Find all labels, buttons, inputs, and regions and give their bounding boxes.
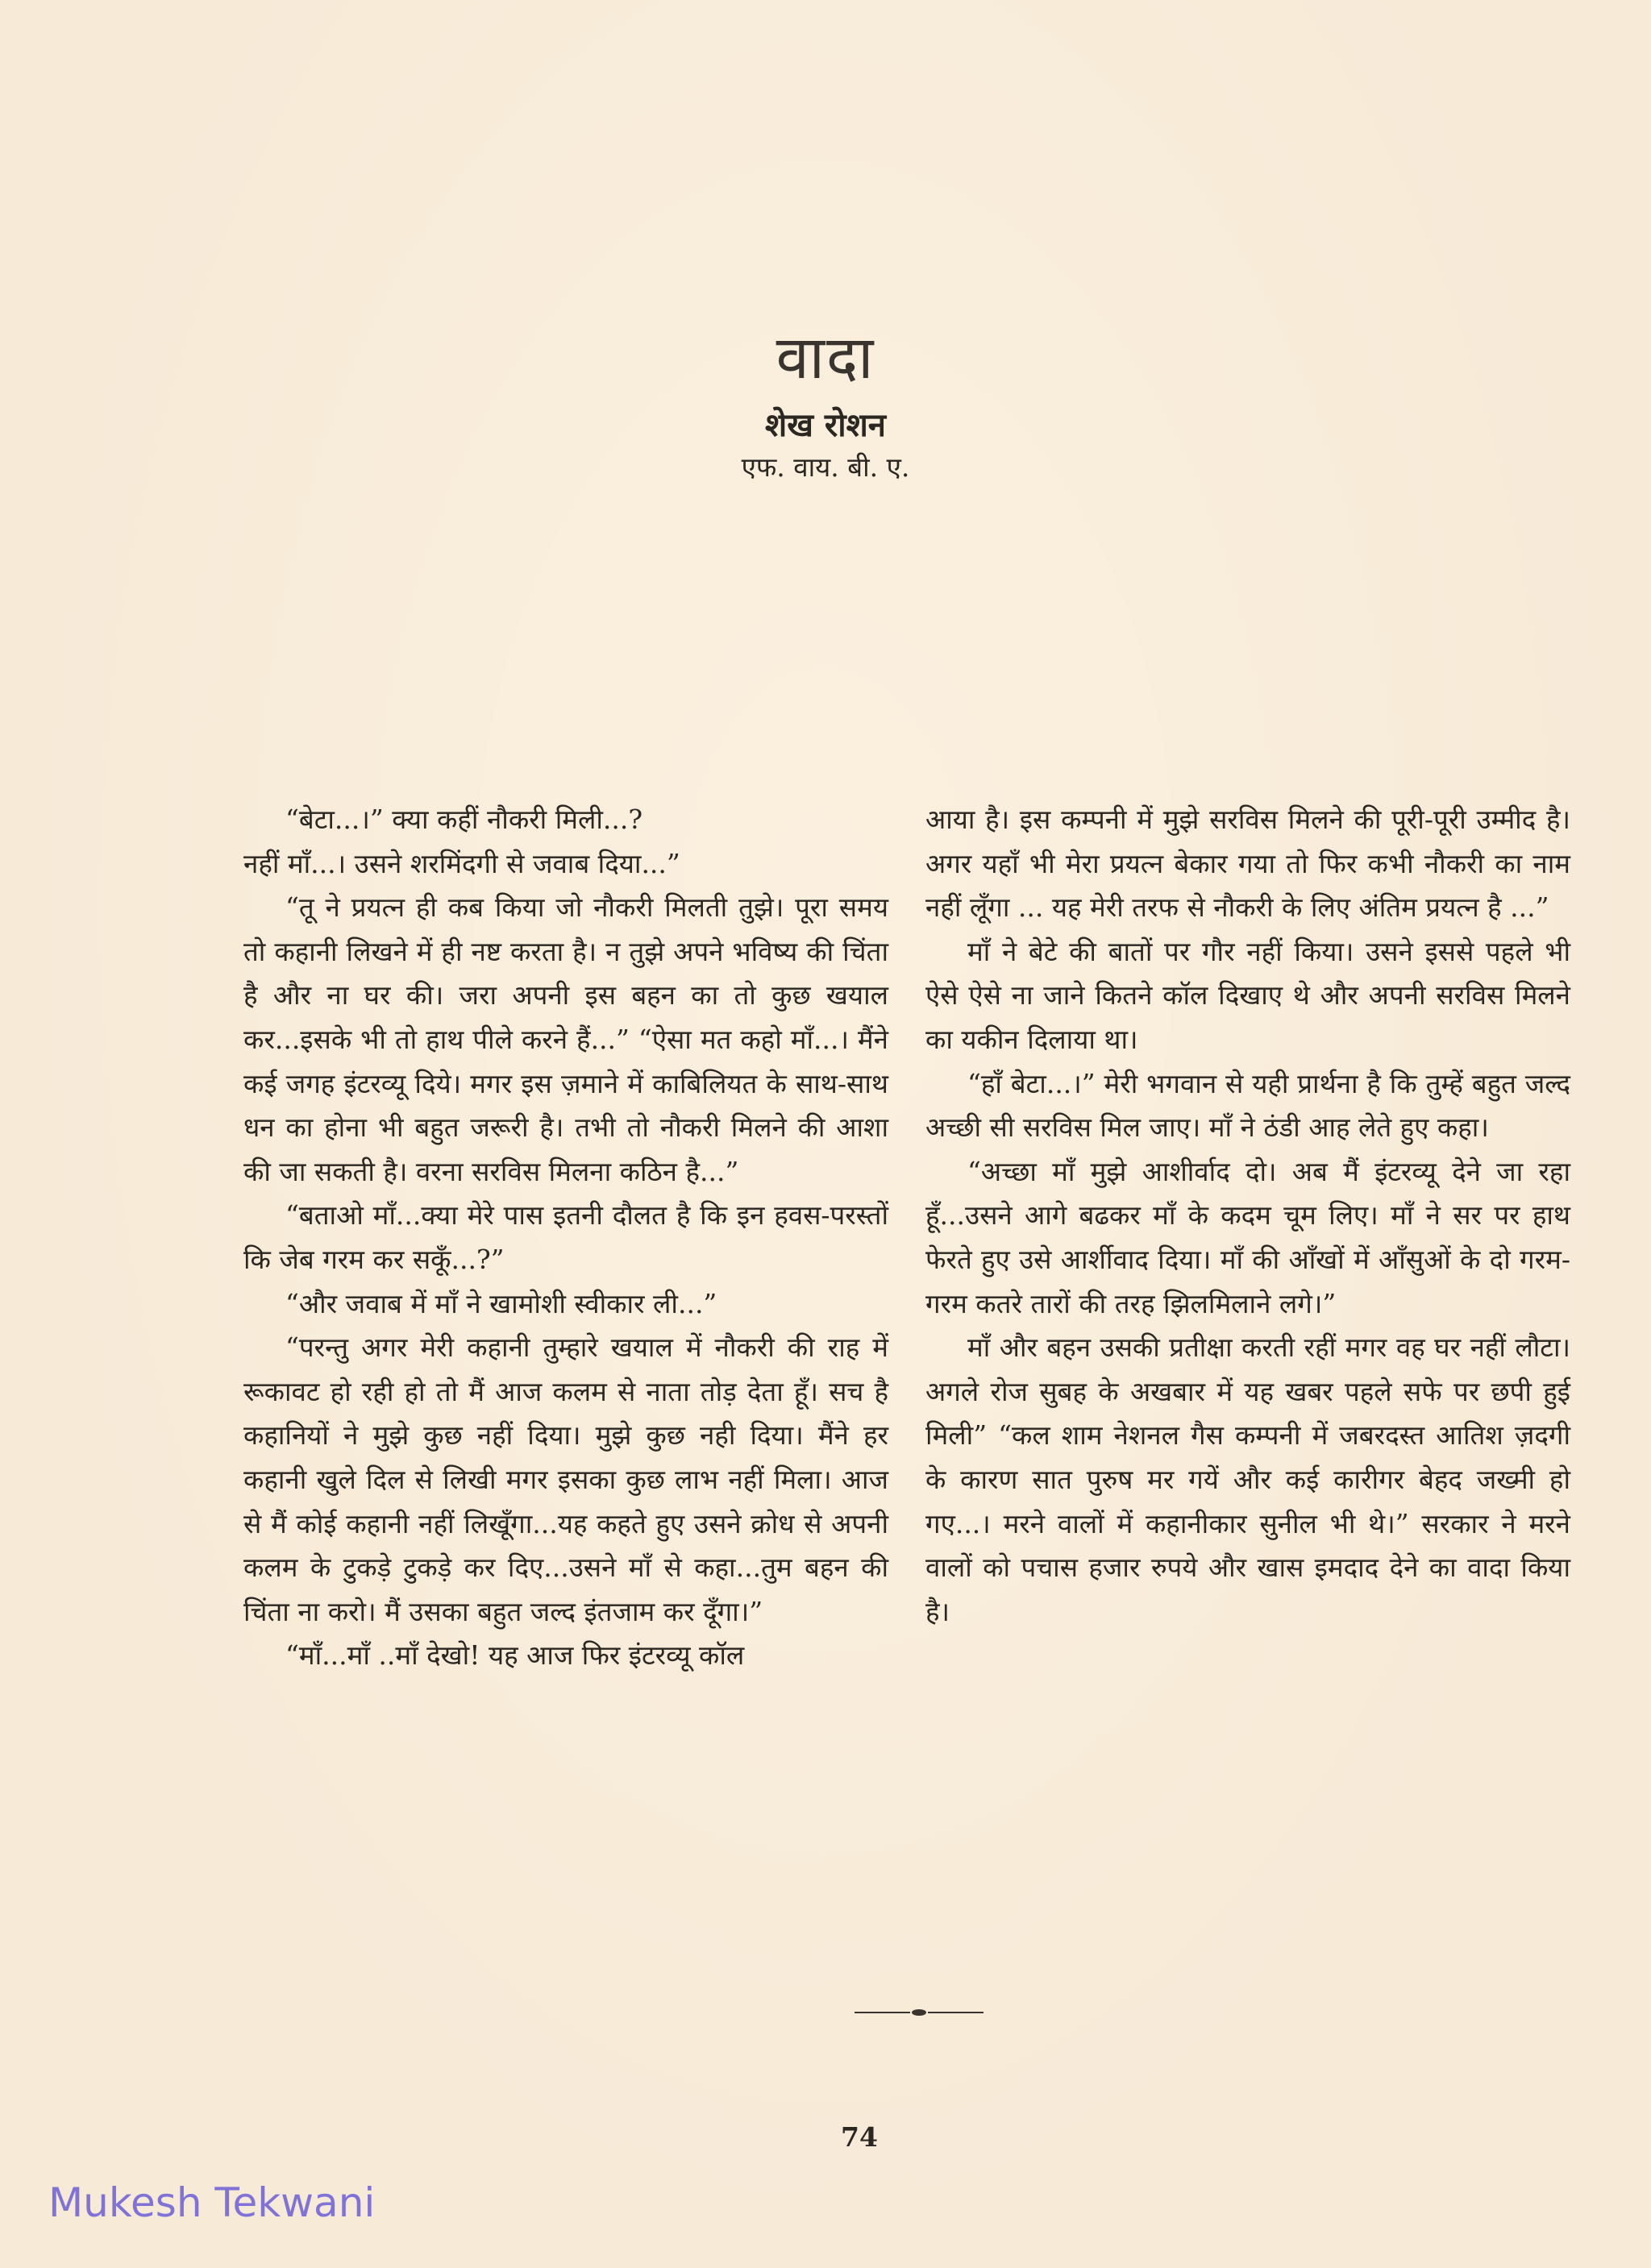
page-number: 74 [841, 2121, 878, 2153]
paragraph: आया है। इस कम्पनी में मुझे सरविस मिलने की पूरी-पूरी उम्मीद है। अगर यहाँ भी मेरा प्रयत्न बेकार गया तो फिर कभी नौकरी का नाम नहीं लूँगा ... यह मेरी तरफ से नौकरी के लिए अंतिम प्रयत्न है ...” [925, 804, 1570, 924]
body-right-column [925, 798, 1570, 1634]
paragraph: माँ और बहन उसकी प्रतीक्षा करती रहीं मगर वह घर नहीं लौटा। अगले रोज सुबह के अखबार में यह खबर पहले सफे पर छपी हुई मिली” “कल शाम नेशनल गैस कम्पनी में जबरदस्त आतिश ज़दगी के कारण सात पुरुष मर गयें और कई कारीगर बेहद जख्मी हो गए...। मरने वालों में कहानीकार सुनील भी थे।” सरकार ने मरने वालों को पचास हजार रुपये और खास इमदाद देने का वादा किया है। [925, 1331, 1570, 1627]
ornament-line [855, 2012, 910, 2013]
paragraph: “माँ...माँ ..माँ देखो! यह आज फिर इंटरव्यू कॉल [285, 1639, 745, 1672]
paragraph: “बेटा...।” क्या कहीं नौकरी मिली...? [285, 804, 643, 835]
paragraph: “परन्तु अगर मेरी कहानी तुम्हारे खयाल में नौकरी की राह में रूकावट हो रही हो तो मैं आज कलम से नाता तोड़ देता हूँ। सच है कहानियों ने मुझे कुछ नहीं दिया। मुझे कुछ नही दिया। मैंने हर कहानी खुले दिल से लिखी मगर इसका कुछ लाभ नहीं मिला। आज से मैं कोई कहानी नहीं लिखूँगा...यह कहते हुए उसने क्रोध से अपनी कलम के टुकड़े टुकड़े कर दिए...उसने माँ से कहा...तुम बहन की चिंता ना करो। मैं उसका बहुत जल्द इंतजाम कर दूँगा।” [243, 1331, 888, 1627]
paragraph: “बताओ माँ...क्या मेरे पास इतनी दौलत है कि इन हवस-परस्तों कि जेब गरम कर सकूँ...?” [243, 1199, 888, 1275]
author-name: शेख रोशन [765, 406, 886, 444]
ornament-center [912, 2009, 926, 2016]
paragraph: “तू ने प्रयत्न ही कब किया जो नौकरी मिलती तुझे। पूरा समय तो कहानी लिखने में ही नष्ट करता है। न तुझे अपने भविष्य की चिंता है और ना घर की। जरा अपनी इस बहन का तो कुछ खयाल कर...इसके भी तो हाथ पीले करने हैं...” “ऐसा मत कहो माँ...। मैंने कई जगह इंटरव्यू दिये। मगर इस ज़माने में काबिलियत के साथ-साथ धन का होना भी बहुत जरूरी है। तभी तो नौकरी मिलने की आशा की जा सकती है। वरना सरविस मिलना कठिन है...” [243, 891, 888, 1187]
section-end-ornament [855, 2007, 984, 2018]
paragraph: “हाँ बेटा...।” मेरी भगवान से यही प्रार्थना है कि तुम्हें बहुत जल्द अच्छी सी सरविस मिल जाए। माँ ने ठंडी आह लेते हुए कहा। [925, 1067, 1570, 1144]
paragraph: नहीं माँ...। उसने शरमिंदगी से जवाब दिया...” [243, 847, 680, 879]
article-title: वादा [776, 322, 875, 393]
body-left-column [243, 798, 888, 1678]
paragraph: “अच्छा माँ मुझे आशीर्वाद दो। अब मैं इंटरव्यू देने जा रहा हूँ...उसने आगे बढकर माँ के कदम चूम लिए। माँ ने सर पर हाथ फेरते हुए उसे आर्शीवाद दिया। माँ की आँखों में आँसुओं के दो गरम-गरम कतरे तारों की तरह झिलमिलाने लगे।” [925, 1155, 1570, 1319]
ornament-line [928, 2012, 984, 2013]
paragraph: “और जवाब में माँ ने खामोशी स्वीकार ली...” [285, 1287, 717, 1319]
paragraph: माँ ने बेटे की बातों पर गौर नहीं किया। उसने इससे पहले भी ऐसे ऐसे ना जाने कितने कॉल दिखाए थे और अपनी सरविस मिलने का यकीन दिलाया था। [925, 935, 1570, 1055]
author-affiliation: एफ. वाय. बी. ए. [741, 451, 910, 483]
watermark-text: Mukesh Tekwani [48, 2179, 376, 2226]
